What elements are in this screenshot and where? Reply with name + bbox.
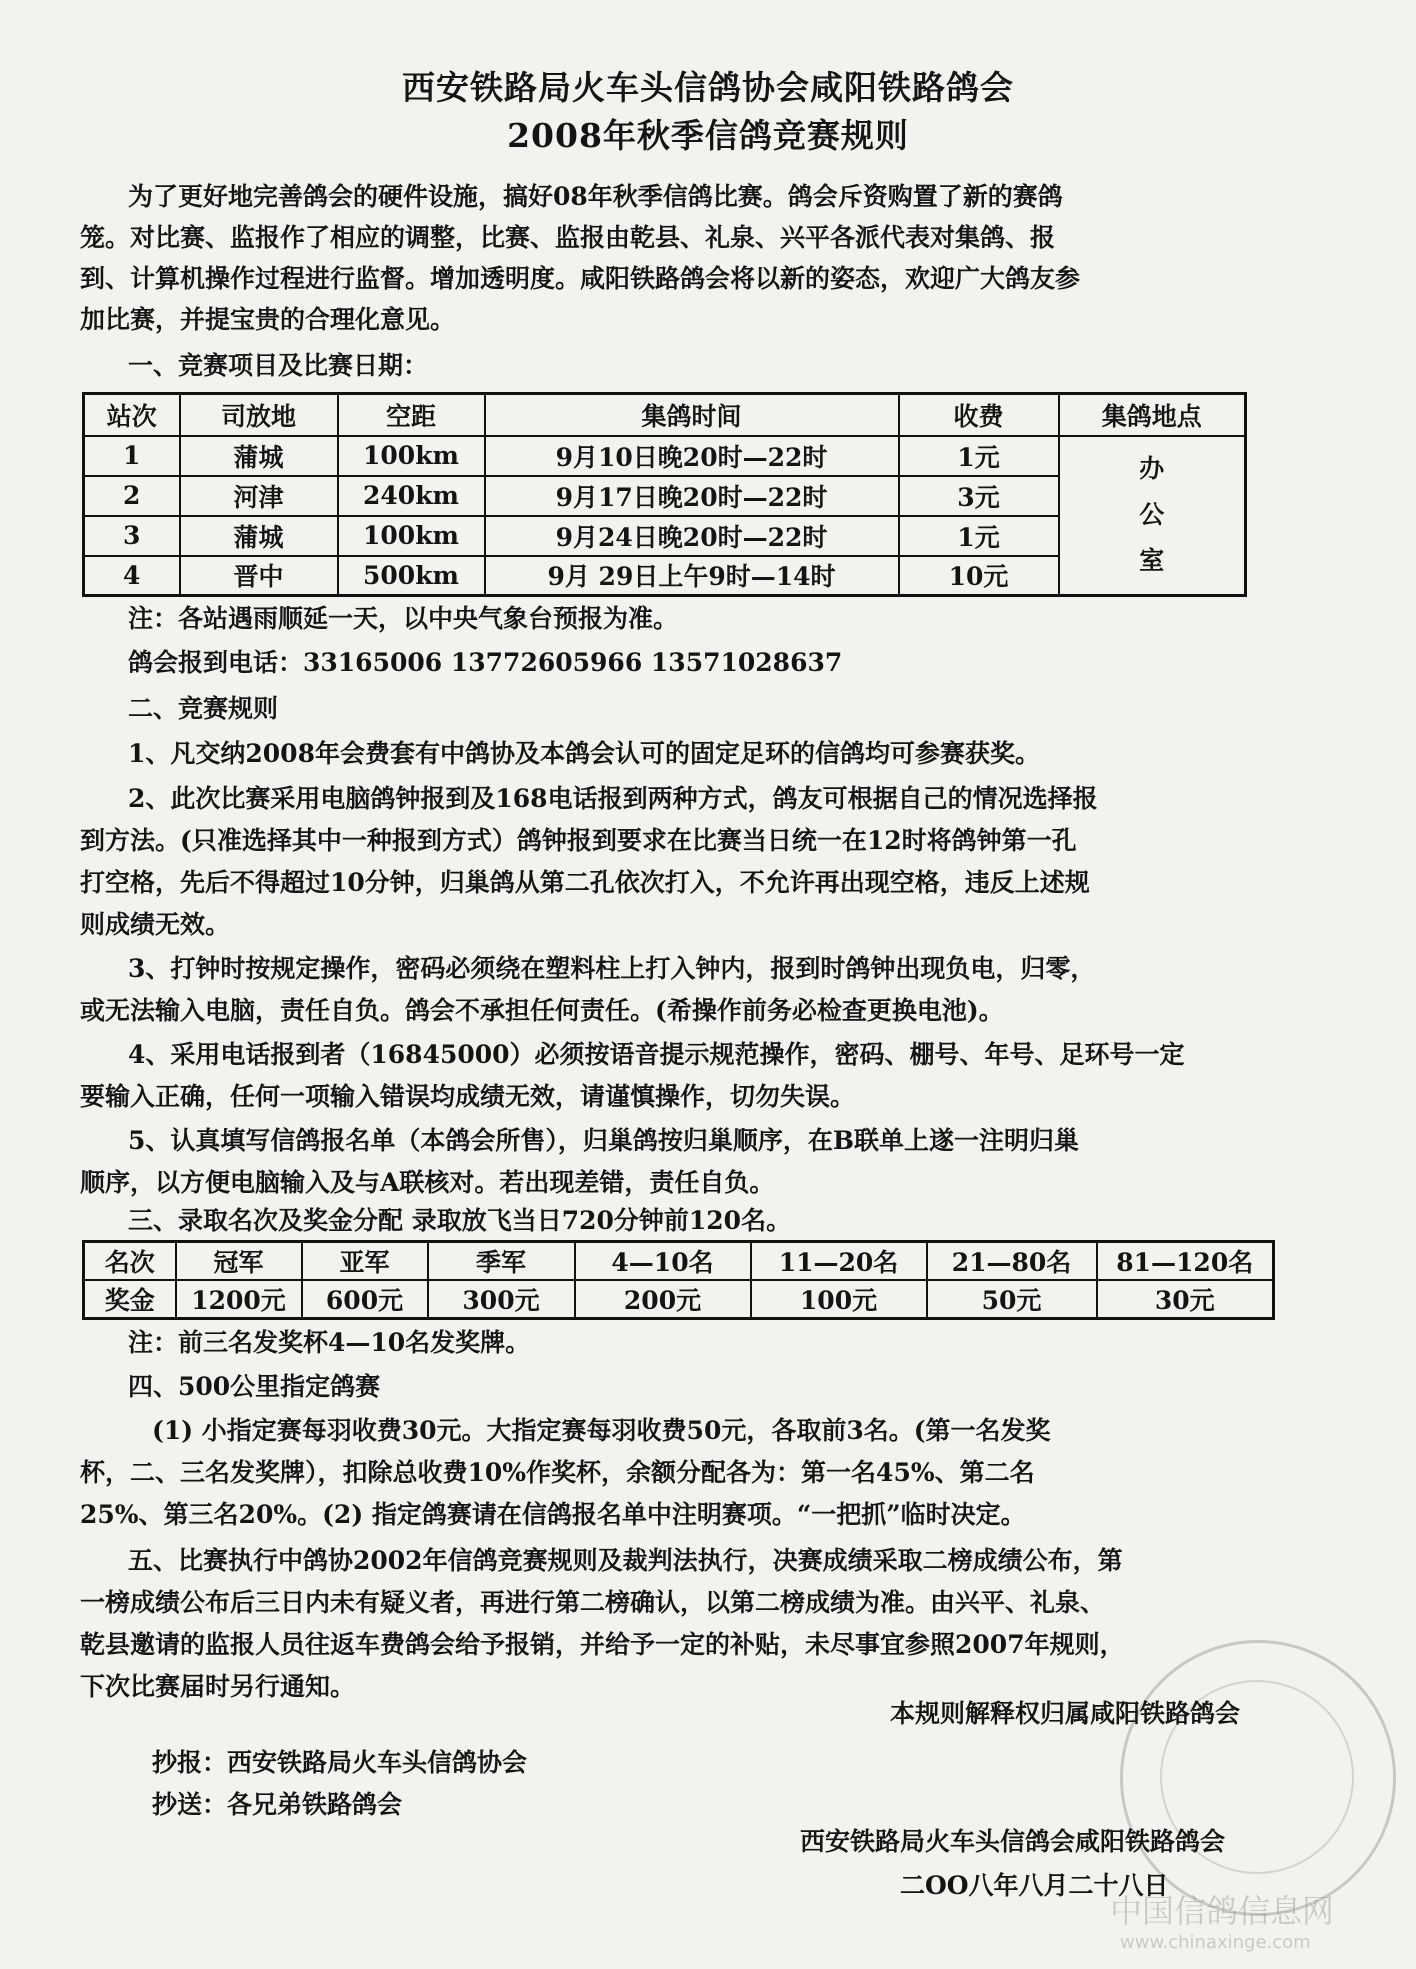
schedule-header-location: 集鸽地点 xyxy=(1059,394,1246,436)
prize-rank-cell: 季军 xyxy=(428,1242,575,1281)
location-char: 公 xyxy=(1139,500,1165,530)
designated-race-line: 杯，二、三名发奖牌），扣除总收费10%作奖杯，余额分配各为：第一名45%、第二名 xyxy=(80,1458,1035,1487)
prize-rank-cell: 亚军 xyxy=(302,1242,428,1281)
section5-line: 一榜成绩公布后三日内未有疑义者，再进行第二榜确认，以第二榜成绩为准。由兴平、礼泉、 xyxy=(80,1588,1106,1617)
rule-line: 3、打钟时按规定操作，密码必须绕在塑料柱上打入钟内，报到时鸽钟出现负电，归零， xyxy=(128,954,1096,983)
rule-line: 顺序，以方便电脑输入及与A联核对。若出现差错，责任自负。 xyxy=(80,1168,775,1197)
prize-rank-cell: 冠军 xyxy=(176,1242,302,1281)
schedule-header-fee: 收费 xyxy=(899,394,1059,436)
schedule-cell-fee: 3元 xyxy=(899,476,1059,516)
section1-heading: 一、竞赛项目及比赛日期： xyxy=(128,351,429,380)
schedule-cell-collection-time: 9月24日晚20时—22时 xyxy=(485,516,899,556)
rule-line: 1、凡交纳2008年会费套有中鸽协及本鸽会认可的固定足环的信鸽均可参赛获奖。 xyxy=(128,739,1040,768)
schedule-cell-collection-time: 9月 29日上午9时—14时 xyxy=(485,556,899,596)
schedule-row xyxy=(84,436,1246,476)
rule-line: 2、此次比赛采用电脑鸽钟报到及168电话报到两种方式，鸽友可根据自己的情况选择报 xyxy=(128,784,1098,813)
schedule-table xyxy=(82,392,1247,597)
schedule-cell-fee: 10元 xyxy=(899,556,1059,596)
signature-organization: 西安铁路局火车头信鸽会咸阳铁路鸽会 xyxy=(800,1827,1226,1856)
location-char: 办 xyxy=(1139,454,1165,484)
signature-date: 二OO八年八月二十八日 xyxy=(900,1871,1169,1900)
schedule-header-row xyxy=(84,394,1246,436)
rule-line: 5、认真填写信鸽报名单（本鸽会所售），归巢鸽按归巢顺序，在B联单上遂一注明归巢 xyxy=(128,1126,1080,1155)
section3-heading: 三、录取名次及奖金分配 录取放飞当日720分钟前120名。 xyxy=(128,1206,792,1235)
document-title-line1: 西安铁路局火车头信鸽协会咸阳铁路鸽会 xyxy=(402,68,1014,107)
cc-send: 抄送：各兄弟铁路鸽会 xyxy=(152,1790,403,1819)
schedule-cell-distance: 100km xyxy=(338,516,485,556)
rule-line: 打空格，先后不得超过10分钟，归巢鸽从第二孔依次打入，不允许再出现空格，违反上述规 xyxy=(80,868,1090,897)
rule-line: 则成绩无效。 xyxy=(80,910,231,939)
intro-line-1: 为了更好地完善鸽会的硬件设施，搞好08年秋季信鸽比赛。鸽会斥资购置了新的赛鸽 xyxy=(128,182,1063,211)
schedule-cell-release-site: 蒲城 xyxy=(180,436,338,476)
prize-note: 注：前三名发奖杯4—10名发奖牌。 xyxy=(128,1328,531,1357)
prize-amount-cell: 300元 xyxy=(428,1280,575,1319)
designated-race-line: 25%、第三名20%。(2) 指定鸽赛请在信鸽报名单中注明赛项。“一把抓”临时决定。 xyxy=(80,1500,1026,1529)
schedule-cell-distance: 500km xyxy=(338,556,485,596)
prize-amount-cell: 600元 xyxy=(302,1280,428,1319)
rule-line: 或无法输入电脑，责任自负。鸽会不承担任何责任。(希操作前务必检查更换电池)。 xyxy=(80,996,1004,1025)
site-watermark-url: www.chinaxinge.com xyxy=(1120,1932,1311,1953)
rule-line: 到方法。(只准选择其中一种报到方式）鸽钟报到要求在比赛当日统一在12时将鸽钟第一孔 xyxy=(80,826,1077,855)
section5-line: 五、比赛执行中鸽协2002年信鸽竞赛规则及裁判法执行，决赛成绩采取二榜成绩公布，第 xyxy=(128,1546,1123,1575)
prize-header-rank: 名次 xyxy=(84,1242,176,1281)
prize-rank-cell: 4—10名 xyxy=(575,1242,751,1281)
rule-line: 4、采用电话报到者（16845000）必须按语音提示规范操作，密码、棚号、年号、足环号一定 xyxy=(128,1040,1185,1069)
schedule-header-release-site: 司放地 xyxy=(180,394,338,436)
schedule-cell-station: 2 xyxy=(84,476,180,516)
schedule-cell-release-site: 蒲城 xyxy=(180,516,338,556)
prize-header-amount: 奖金 xyxy=(84,1280,176,1319)
intro-line-4: 加比赛，并提宝贵的合理化意见。 xyxy=(80,305,456,334)
intro-line-3: 到、计算机操作过程进行监督。增加透明度。咸阳铁路鸽会将以新的姿态，欢迎广大鸽友参 xyxy=(80,264,1081,293)
schedule-header-station: 站次 xyxy=(84,394,180,436)
designated-race-line: (1) 小指定赛每羽收费30元。大指定赛每羽收费50元，各取前3名。(第一名发奖 xyxy=(152,1416,1051,1445)
schedule-header-collection-time: 集鸽时间 xyxy=(485,394,899,436)
prize-rank-cell: 21—80名 xyxy=(927,1242,1097,1281)
document-title-line2: 2008年秋季信鸽竞赛规则 xyxy=(507,116,909,155)
schedule-cell-release-site: 晋中 xyxy=(180,556,338,596)
schedule-cell-station: 4 xyxy=(84,556,180,596)
schedule-note: 注：各站遇雨顺延一天，以中央气象台预报为准。 xyxy=(128,604,679,633)
schedule-header-distance: 空距 xyxy=(338,394,485,436)
prize-amount-cell: 100元 xyxy=(751,1280,927,1319)
schedule-cell-fee: 1元 xyxy=(899,516,1059,556)
prize-amount-cell: 200元 xyxy=(575,1280,751,1319)
section4-heading: 四、500公里指定鸽赛 xyxy=(128,1372,381,1401)
cc-report: 抄报：西安铁路局火车头信鸽协会 xyxy=(152,1748,528,1777)
intro-line-2: 笼。对比赛、监报作了相应的调整，比赛、监报由乾县、礼泉、兴平各派代表对集鸽、报 xyxy=(80,223,1056,252)
schedule-cell-station: 1 xyxy=(84,436,180,476)
location-char: 室 xyxy=(1139,546,1165,576)
prize-rank-row xyxy=(84,1242,1274,1281)
prize-amount-cell: 30元 xyxy=(1097,1280,1274,1319)
section5-line: 下次比赛届时另行通知。 xyxy=(80,1672,356,1701)
schedule-cell-distance: 240km xyxy=(338,476,485,516)
rule-line: 要输入正确，任何一项输入错误均成绩无效，请谨慎操作，切勿失误。 xyxy=(80,1082,856,1111)
interpretation-statement: 本规则解释权归属咸阳铁路鸽会 xyxy=(890,1699,1241,1728)
schedule-cell-fee: 1元 xyxy=(899,436,1059,476)
prize-table xyxy=(82,1240,1275,1320)
registration-phones: 鸽会报到电话：33165006 13772605966 13571028637 xyxy=(128,648,843,677)
prize-rank-cell: 11—20名 xyxy=(751,1242,927,1281)
schedule-cell-location xyxy=(1059,436,1246,596)
section2-heading: 二、竞赛规则 xyxy=(128,694,279,723)
schedule-cell-station: 3 xyxy=(84,516,180,556)
schedule-cell-collection-time: 9月17日晚20时—22时 xyxy=(485,476,899,516)
prize-rank-cell: 81—120名 xyxy=(1097,1242,1274,1281)
prize-amount-row xyxy=(84,1280,1274,1319)
prize-amount-cell: 1200元 xyxy=(176,1280,302,1319)
section5-line: 乾县邀请的监报人员往返车费鸽会给予报销，并给予一定的补贴，未尽事宜参照2007年规则， xyxy=(80,1630,1125,1659)
site-watermark: 中国信鸽信息网 xyxy=(1110,1892,1335,1930)
prize-amount-cell: 50元 xyxy=(927,1280,1097,1319)
schedule-cell-distance: 100km xyxy=(338,436,485,476)
schedule-cell-collection-time: 9月10日晚20时—22时 xyxy=(485,436,899,476)
schedule-cell-release-site: 河津 xyxy=(180,476,338,516)
